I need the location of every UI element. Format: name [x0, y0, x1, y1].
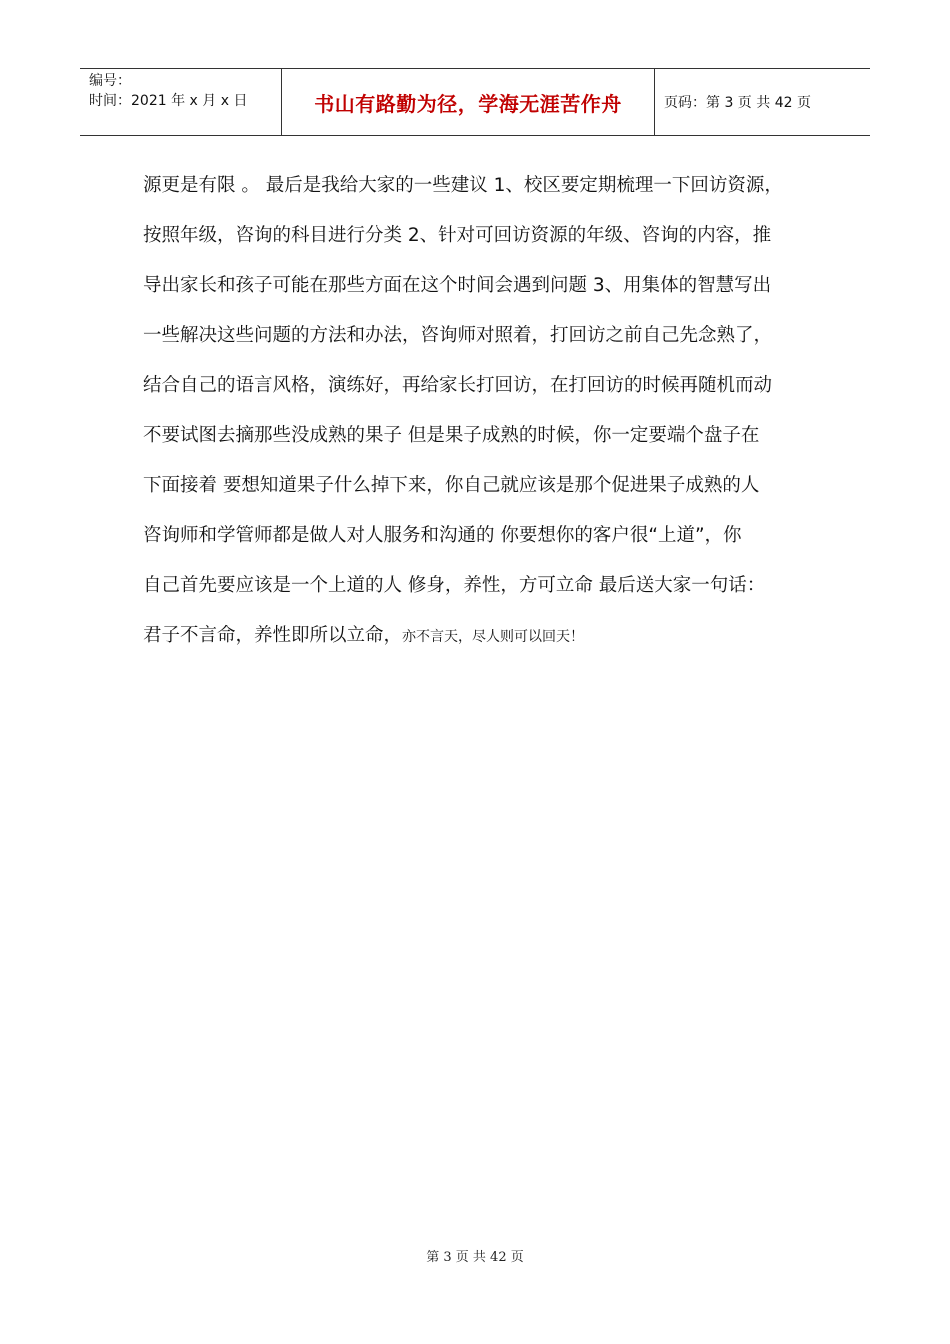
- body-line: 按照年级，咨询的科目进行分类 2、针对可回访资源的年级、咨询的内容，推: [143, 225, 772, 246]
- document-date: 时间：2021 年 x 月 x 日: [89, 93, 248, 109]
- body-line: 导出家长和孩子可能在那些方面在这个时间会遇到问题 3、用集体的智慧写出: [143, 275, 772, 296]
- header-motto: 书山有路勤为径，学海无涯苦作舟: [314, 91, 622, 116]
- body-line: 一些解决这些问题的方法和办法，咨询师对照着，打回访之前自己先念熟了，: [143, 325, 773, 346]
- document-number-label: 编号：: [89, 73, 131, 89]
- page-footer: 第 3 页 共 42 页: [426, 1250, 524, 1265]
- body-line: 不要试图去摘那些没成熟的果子 但是果子成熟的时候，你一定要端个盘子在: [143, 425, 760, 446]
- body-line: 下面接着 要想知道果子什么掉下来，你自己就应该是那个促进果子成熟的人: [143, 475, 760, 496]
- body-line-last: [143, 611, 823, 661]
- body-line-last-tail: 亦不言天，尽人则可以回天！: [402, 629, 585, 645]
- document-body: [143, 161, 823, 661]
- page-header: [80, 68, 870, 136]
- body-line-last-main: 君子不言命，养性即所以立命，: [143, 625, 403, 646]
- header-meta: [89, 71, 247, 111]
- body-line: 结合自己的语言风格，演练好，再给家长打回访，在打回访的时候再随机而动: [143, 375, 773, 396]
- body-line: 源更是有限 。 最后是我给大家的一些建议 1、校区要定期梳理一下回访资源，: [143, 175, 783, 196]
- header-page-info: 页码：第 3 页 共 42 页: [664, 95, 811, 111]
- body-line: 咨询师和学管师都是做人对人服务和沟通的 你要想你的客户很“上道”，你: [143, 525, 742, 546]
- body-line: 自己首先要应该是一个上道的人 修身，养性，方可立命 最后送大家一句话：: [143, 575, 766, 596]
- header-divider: [654, 69, 655, 135]
